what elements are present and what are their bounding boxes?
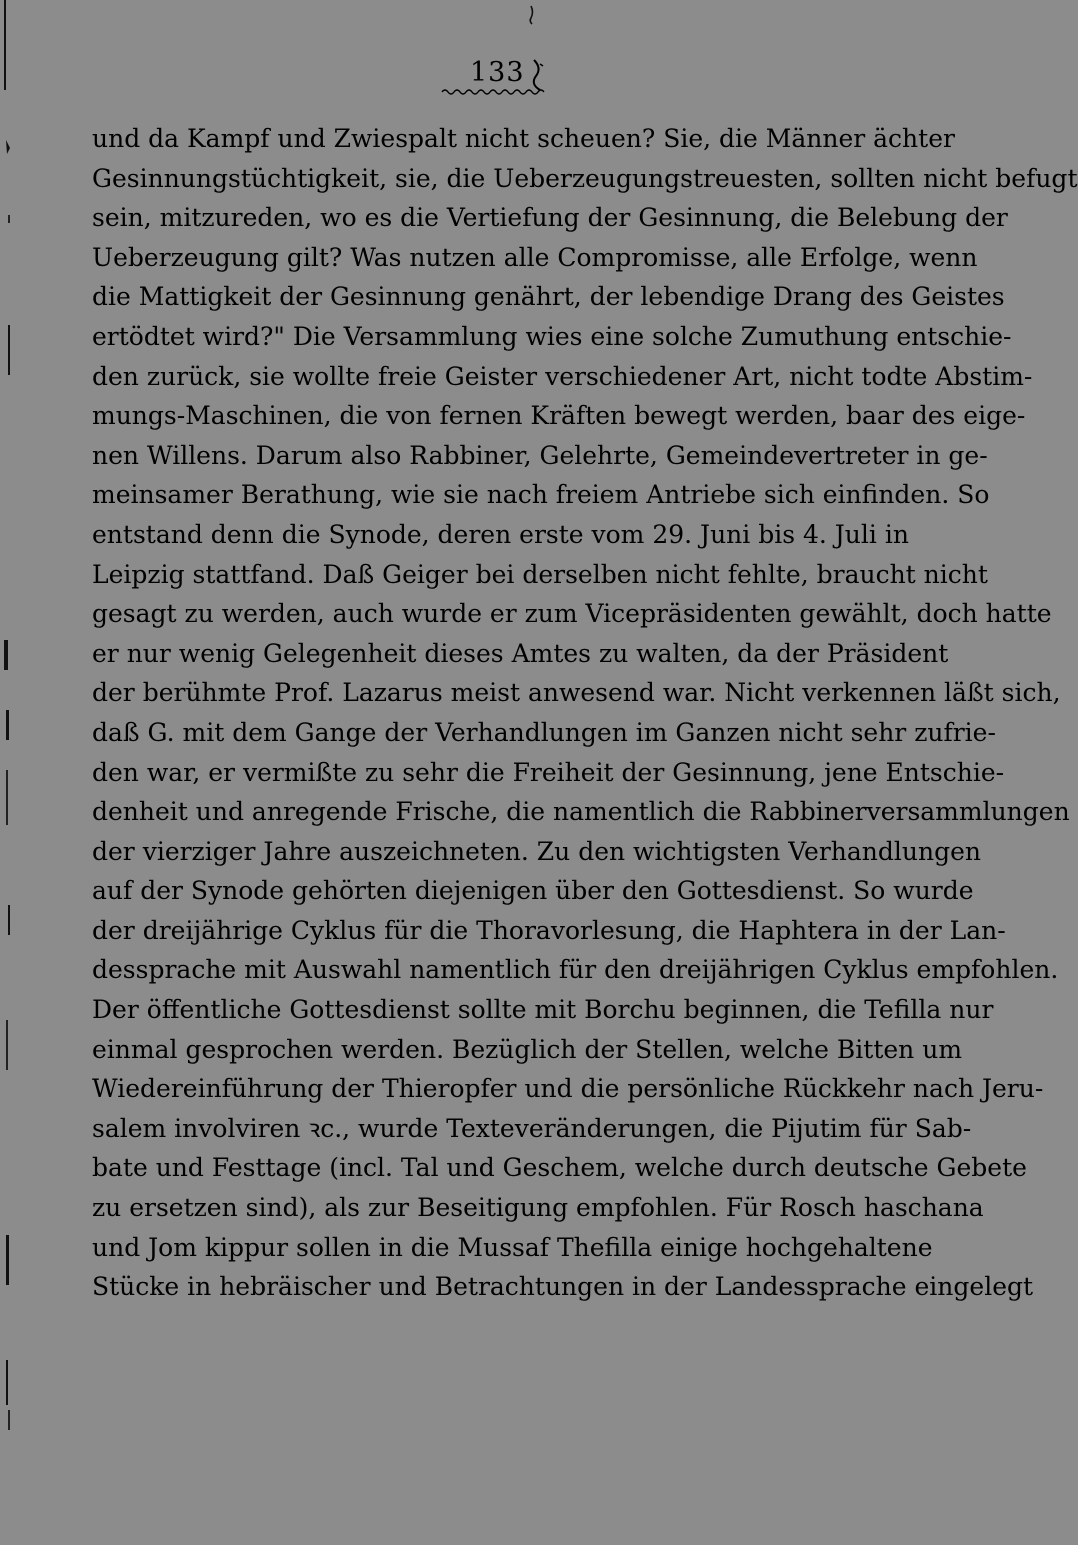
- text-line: Gesinnungstüchtigkeit, sie, die Ueberzeugungstreuesten, sollten nicht befugt: [92, 163, 1078, 193]
- text-line: Wiedereinführung der Thieropfer und die persönliche Rückkehr nach Jeru-: [92, 1074, 1044, 1104]
- text-line: er nur wenig Gelegenheit dieses Amtes zu walten, da der Präsident: [92, 638, 949, 668]
- flourish-icon: [530, 58, 548, 92]
- text-line: ertödtet wird?" Die Versammlung wies eine solche Zumuthung entschie-: [92, 321, 1012, 351]
- text-line: Der öffentliche Gottesdienst sollte mit Borchu beginnen, die Tefilla nur: [92, 995, 994, 1025]
- text-line: nen Willens. Darum also Rabbiner, Gelehrte, Gemeindevertreter in ge-: [92, 440, 988, 470]
- page-number: 133: [470, 57, 525, 88]
- text-line: den war, er vermißte zu sehr die Freiheit der Gesinnung, jene Entschie-: [92, 757, 1005, 787]
- text-line: bate und Festtage (incl. Tal und Geschem, welche durch deutsche Gebete: [92, 1153, 1027, 1183]
- text-line: salem involviren ꝛc., wurde Texteveränderungen, die Pijutim für Sab-: [92, 1113, 972, 1143]
- binding-edge-marks: [0, 0, 30, 1545]
- text-line: gesagt zu werden, auch wurde er zum Vicepräsidenten gewählt, doch hatte: [92, 599, 1052, 629]
- text-line: dessprache mit Auswahl namentlich für den dreijährigen Cyklus empfohlen.: [92, 955, 1059, 985]
- top-edge-mark: [528, 6, 534, 24]
- text-line: die Mattigkeit der Gesinnung genährt, der lebendige Drang des Geistes: [92, 282, 1005, 312]
- text-line: der berühmte Prof. Lazarus meist anwesend war. Nicht verkennen läßt sich,: [92, 678, 1061, 708]
- text-line: auf der Synode gehörten diejenigen über den Gottesdienst. So wurde: [92, 876, 974, 906]
- text-line: der dreijährige Cyklus für die Thoravorlesung, die Haphtera in der Lan-: [92, 915, 1006, 945]
- text-line: zu ersetzen sind), als zur Beseitigung empfohlen. Für Rosch haschana: [92, 1193, 984, 1223]
- text-line: entstand denn die Synode, deren erste vom 29. Juni bis 4. Juli in: [92, 519, 909, 549]
- text-line: Stücke in hebräischer und Betrachtungen in der Landessprache eingelegt: [92, 1272, 1034, 1302]
- text-line: sein, mitzureden, wo es die Vertiefung der Gesinnung, die Belebung der: [92, 203, 1008, 233]
- body-text: [92, 119, 1078, 1307]
- text-line: einmal gesprochen werden. Bezüglich der Stellen, welche Bitten um: [92, 1034, 963, 1064]
- text-line: Leipzig stattfand. Daß Geiger bei derselben nicht fehlte, braucht nicht: [92, 559, 988, 589]
- text-line: mungs-Maschinen, die von fernen Kräften bewegt werden, baar des eige-: [92, 401, 1026, 431]
- page-header: [440, 56, 560, 102]
- text-line: denheit und anregende Frische, die namentlich die Rabbinerversammlungen: [92, 797, 1070, 827]
- text-line: und da Kampf und Zwiespalt nicht scheuen? Sie, die Männer ächter: [92, 124, 955, 153]
- text-line: und Jom kippur sollen in die Mussaf Thefilla einige hochgehaltene: [92, 1232, 933, 1262]
- text-line: meinsamer Berathung, wie sie nach freiem Antriebe sich einfinden. So: [92, 480, 990, 510]
- text-line: den zurück, sie wollte freie Geister verschiedener Art, nicht todte Abstim-: [92, 361, 1033, 391]
- text-line: Ueberzeugung gilt? Was nutzen alle Compromisse, alle Erfolge, wenn: [92, 242, 978, 272]
- text-line: der vierziger Jahre auszeichneten. Zu den wichtigsten Verhandlungen: [92, 836, 982, 866]
- text-line: daß G. mit dem Gange der Verhandlungen im Ganzen nicht sehr zufrie-: [92, 717, 996, 747]
